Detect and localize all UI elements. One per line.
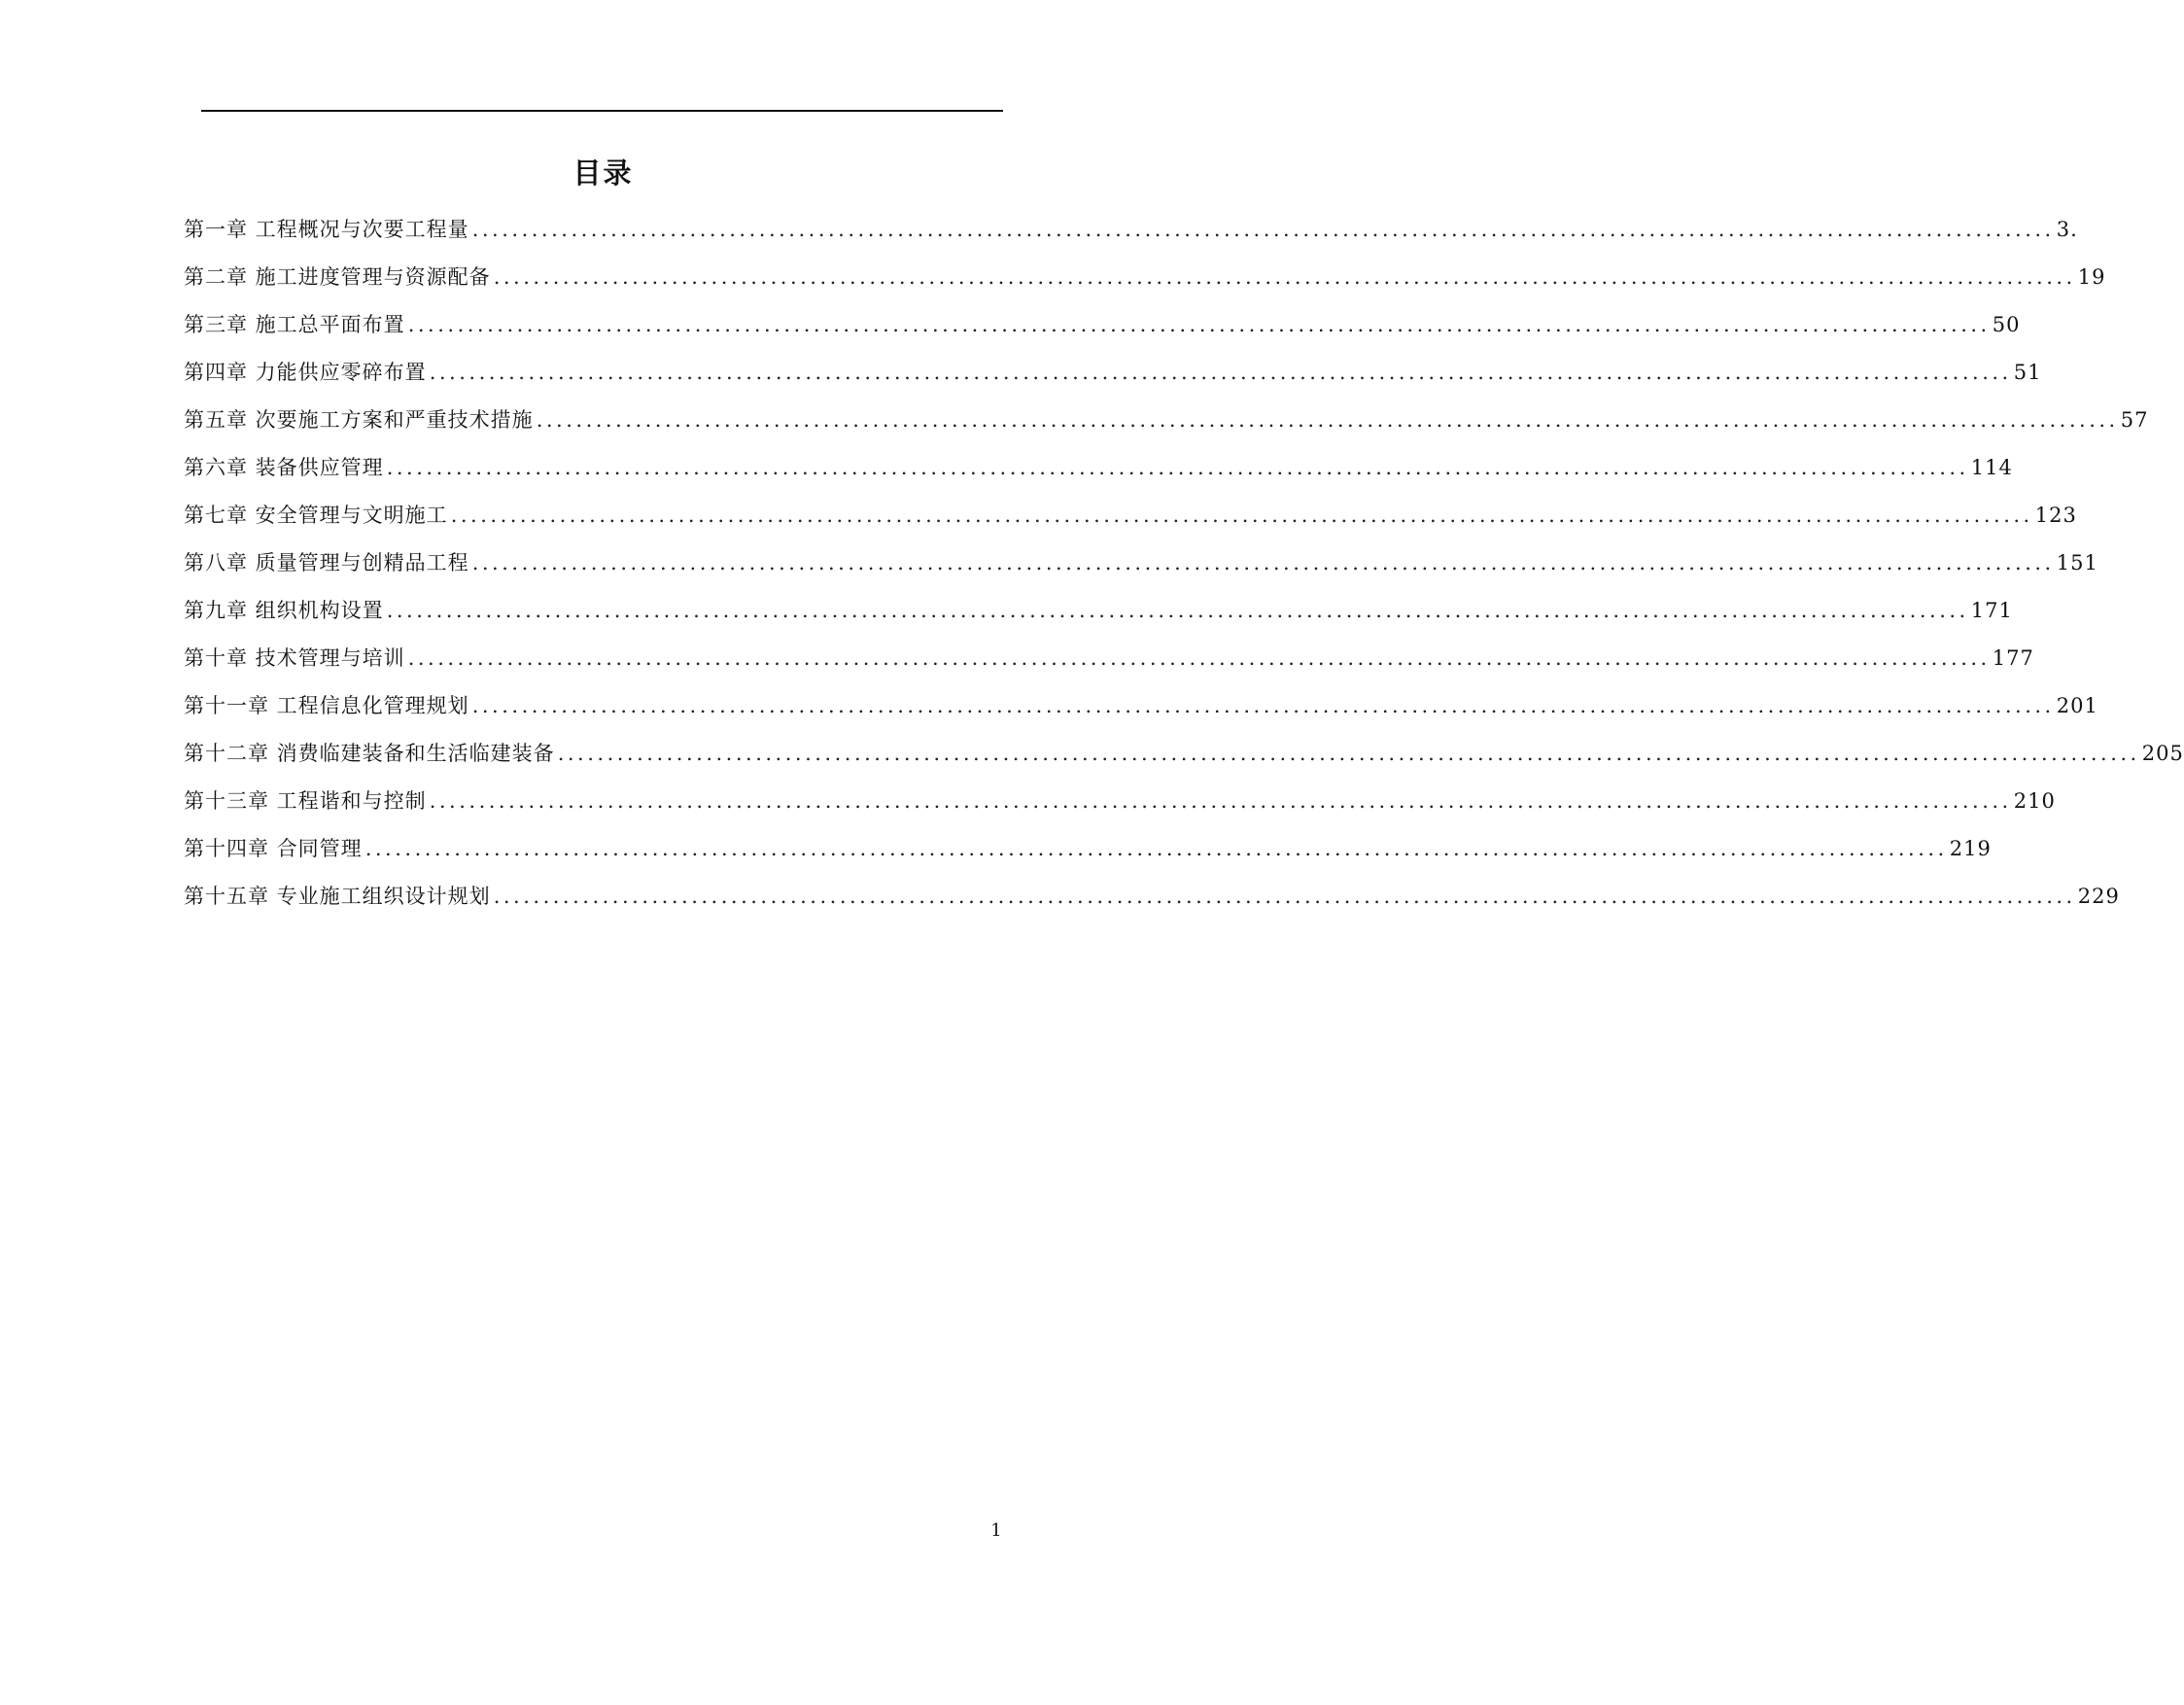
toc-dot-leader: ................................................................................................................................................................ [364,837,1948,860]
toc-list [184,214,2184,928]
toc-entry-page: 229 [2077,885,2120,908]
toc-entry-page: 171 [1970,599,2013,622]
toc-entry-label: 第十章 技术管理与培训 [184,646,405,670]
toc-entry-page: 205 [2141,742,2184,765]
toc-entry-page: 151 [2056,551,2098,574]
header-rule [201,110,1003,112]
footer-page-number: 1 [990,1520,1002,1541]
toc-dot-leader: ................................................................................................................................................................ [471,694,2055,717]
toc-entry-page: 19 [2077,265,2106,289]
toc-entry-6[interactable] [184,452,2013,500]
toc-entry-label: 第九章 组织机构设置 [184,599,384,622]
toc-dot-leader: ................................................................................................................................................................ [471,551,2055,574]
toc-entry-label: 第八章 质量管理与创精品工程 [184,551,469,574]
toc-entry-12[interactable] [184,738,2184,785]
toc-dot-leader: ................................................................................................................................................................ [407,313,1991,336]
toc-dot-leader: ................................................................................................................................................................ [386,599,1969,622]
toc-entry-2[interactable] [184,261,2106,309]
toc-dot-leader: ................................................................................................................................................................ [493,265,2076,289]
toc-entry-label: 第五章 次要施工方案和严重技术措施 [184,408,534,432]
toc-entry-label: 第十三章 工程谐和与控制 [184,789,427,813]
toc-dot-leader: ................................................................................................................................................................ [386,456,1969,479]
toc-entry-label: 第十四章 合同管理 [184,837,363,860]
toc-dot-leader: ................................................................................................................................................................ [450,504,2033,527]
toc-title: 目录 [572,157,634,190]
toc-entry-label: 第十五章 专业施工组织设计规划 [184,885,491,908]
toc-entry-page: 114 [1970,456,2013,479]
toc-entry-3[interactable] [184,309,2021,357]
toc-entry-label: 第四章 力能供应零碎布置 [184,361,427,384]
toc-entry-page: 51 [2013,361,2042,384]
toc-entry-label: 第二章 施工进度管理与资源配备 [184,265,491,289]
toc-entry-page: 50 [1992,313,2021,336]
toc-entry-label: 第七章 安全管理与文明施工 [184,504,448,527]
toc-entry-10[interactable] [184,643,2034,690]
toc-entry-1[interactable] [184,214,2078,261]
toc-entry-label: 第十二章 消费临建装备和生活临建装备 [184,742,555,765]
toc-dot-leader: ................................................................................................................................................................ [557,742,2140,765]
toc-entry-7[interactable] [184,500,2077,547]
toc-dot-leader: ................................................................................................................................................................ [536,408,2119,432]
toc-entry-label: 第六章 装备供应管理 [184,456,384,479]
toc-entry-8[interactable] [184,547,2098,595]
toc-entry-13[interactable] [184,785,2056,833]
toc-entry-page: 219 [1949,837,1992,860]
toc-entry-label: 第三章 施工总平面布置 [184,313,405,336]
toc-entry-14[interactable] [184,833,1992,881]
toc-entry-page: 57 [2120,408,2149,432]
toc-entry-11[interactable] [184,690,2098,738]
toc-dot-leader: ................................................................................................................................................................ [471,218,2055,241]
toc-dot-leader: ................................................................................................................................................................ [493,885,2076,908]
toc-entry-5[interactable] [184,404,2149,452]
toc-entry-page: 123 [2034,504,2077,527]
toc-entry-label: 第十一章 工程信息化管理规划 [184,694,469,717]
toc-entry-page: 210 [2013,789,2056,813]
toc-entry-label: 第一章 工程概况与次要工程量 [184,218,469,241]
toc-entry-page: 3. [2056,218,2078,241]
toc-entry-page: 201 [2056,694,2098,717]
toc-dot-leader: ................................................................................................................................................................ [429,789,2012,813]
toc-entry-9[interactable] [184,595,2013,643]
toc-dot-leader: ................................................................................................................................................................ [429,361,2012,384]
toc-entry-page: 177 [1992,646,2034,670]
toc-dot-leader: ................................................................................................................................................................ [407,646,1991,670]
toc-entry-15[interactable] [184,881,2120,928]
toc-entry-4[interactable] [184,357,2042,404]
